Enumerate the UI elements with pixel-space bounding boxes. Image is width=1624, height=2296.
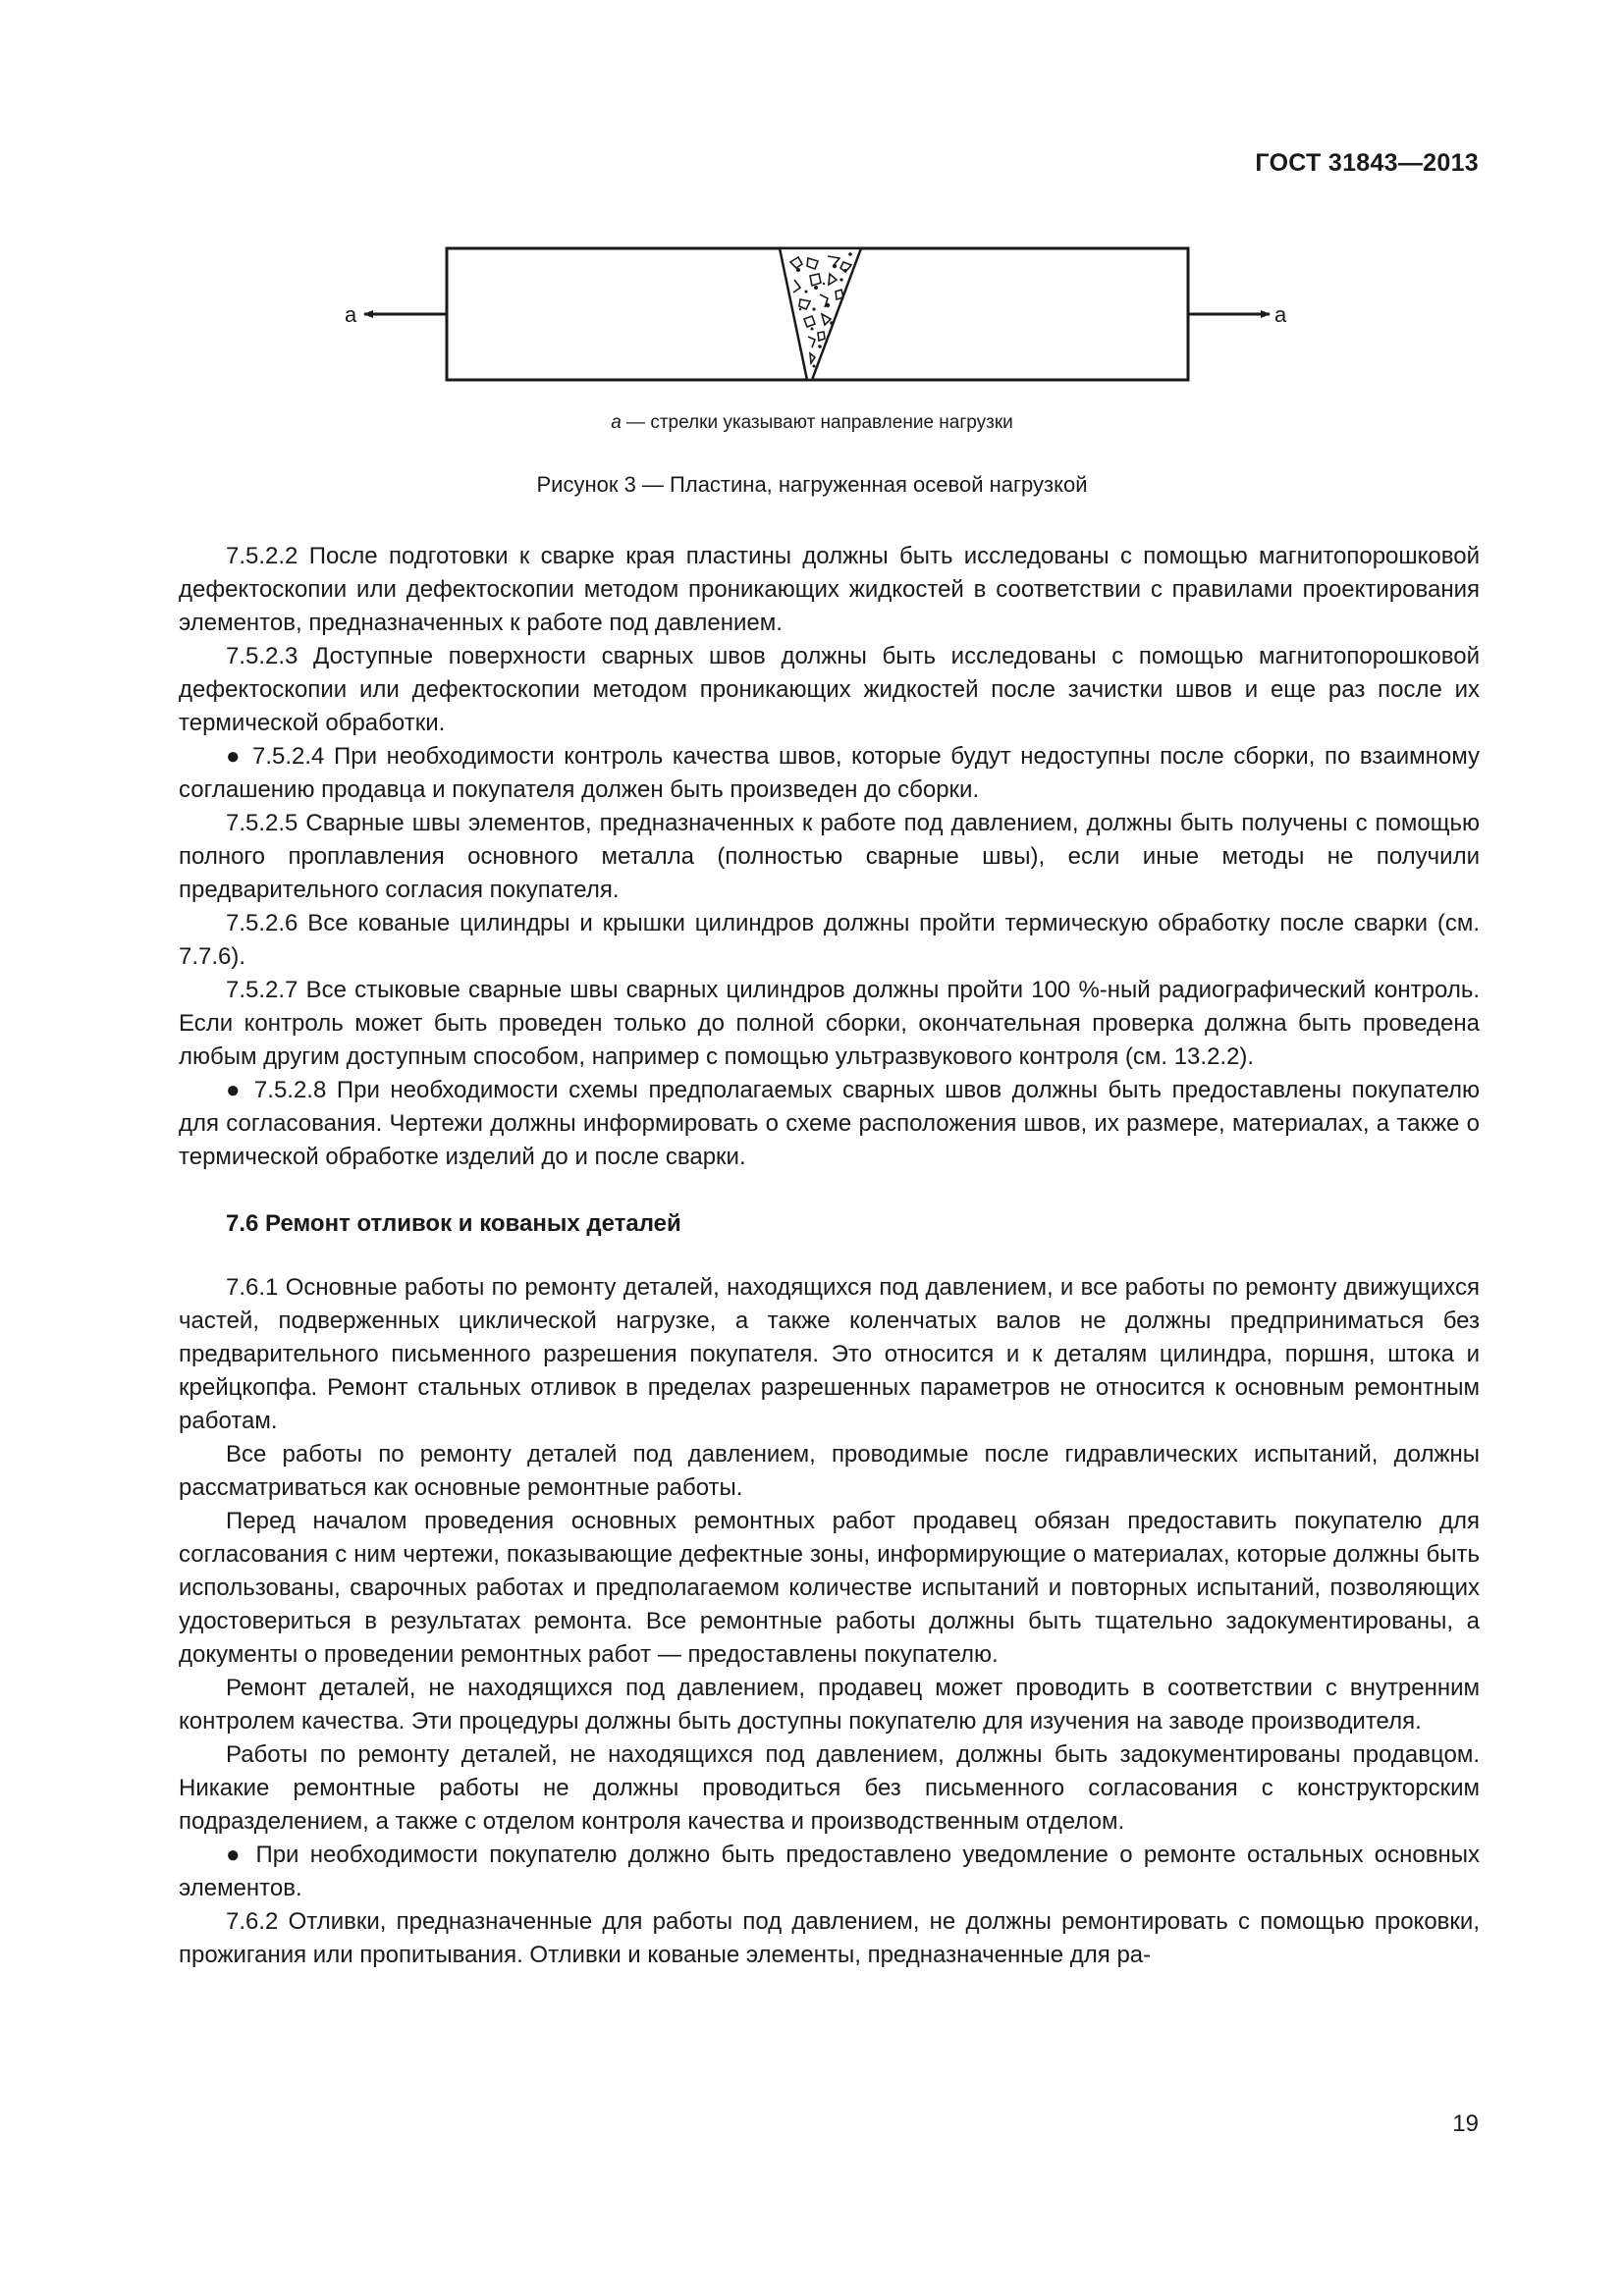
figure-caption: Рисунок 3 — Пластина, нагруженная осевой нагрузкой <box>536 472 1088 497</box>
paragraph-7-5-2-3: 7.5.2.3 Доступные поверхности сварных швов должны быть исследованы с помощью магнитопорошковой дефектоскопии или дефектоскопии методом проникающих жидкостей после зачистки швов и еще раз после их термической обработки. <box>179 643 1480 736</box>
paragraph-7-6-1-d: Ремонт деталей, не находящихся под давлением, продавец может проводить в соответствии с внутренним контролем качества. Эти процедуры должны быть доступны покупателю для изучения на заводе производителя. <box>179 1675 1480 1735</box>
paragraph-7-5-2-8: ● 7.5.2.8 При необходимости схемы предполагаемых сварных швов должны быть предоставлены покупателю для согласования. Чертежи должны информировать о схеме расположения швов, их размере, материалах, а также о термической обработке изделий до и после сварки. <box>179 1077 1480 1170</box>
arrow-label-right: a <box>1274 302 1287 327</box>
section-heading-7-6: 7.6 Ремонт отливок и кованых деталей <box>226 1210 681 1237</box>
figure-legend <box>0 412 1624 434</box>
paragraph-7-5-2-6: 7.5.2.6 Все кованые цилиндры и крышки цилиндров должны пройти термическую обработку после сварки (см. 7.7.6). <box>179 910 1480 970</box>
plate-diagram <box>339 240 1301 398</box>
paragraph-7-5-2-2: 7.5.2.2 После подготовки к сварке края пластины должны быть исследованы с помощью магнитопорошковой дефектоскопии или дефектоскопии методом проникающих жидкостей в соответствии с правилами проектирования элементов, предназначенных к работе под давлением. <box>179 543 1480 636</box>
paragraph-7-6-1: 7.6.1 Основные работы по ремонту деталей, находящихся под давлением, и все работы по ремонту движущихся частей, подверженных циклической нагрузке, а также коленчатых валов не должны предприниматься без предварительного письменного разрешения покупателя. Это относится и к деталям цилиндра, поршня, штока и крейцкопфа. Ремонт стальных отливок в пределах разрешенных параметров не относится к основным ремонтным работам. <box>179 1274 1480 1434</box>
legend-text: — стрелки указывают направление нагрузки <box>621 412 1013 433</box>
paragraph-7-5-2-5: 7.5.2.5 Сварные швы элементов, предназначенных к работе под давлением, должны быть получены с помощью полного проплавления основного металла (полностью сварные швы), если иные методы не получили предварительного согласия покупателя. <box>179 810 1480 903</box>
weld-zone <box>780 248 861 380</box>
paragraph-7-5-2-7: 7.5.2.7 Все стыковые сварные швы сварных цилиндров должны пройти 100 %-ный радиографический контроль. Если контроль может быть проведен только до полной сборки, окончательная проверка должна быть проведена любым другим доступным способом, например с помощью ультразвукового контроля (см. 13.2.2). <box>179 977 1480 1070</box>
document-header: ГОСТ 31843—2013 <box>1255 149 1479 177</box>
paragraph-7-6-1-c: Перед началом проведения основных ремонтных работ продавец обязан предоставить покупателю для согласования с ним чертежи, показывающие дефектные зоны, информирующие о материалах, которые должны быть использованы, сварочных работах и предполагаемом количестве испытаний и повторных испытаний, позволяющих удостовериться в результатах ремонта. Все ремонтные работы должны быть тщательно задокументированы, а документы о проведении ремонтных работ — предоставлены покупателю. <box>179 1508 1480 1668</box>
figure-plate-diagram <box>339 240 1301 398</box>
paragraph-7-6-1-b: Все работы по ремонту деталей под давлением, проводимые после гидравлических испытаний, должны рассматриваться как основные ремонтные работы. <box>179 1441 1480 1501</box>
paragraph-7-6-1-f: ● При необходимости покупателю должно быть предоставлено уведомление о ремонте остальных основных элементов. <box>179 1842 1480 1901</box>
page-number: 19 <box>1452 2110 1479 2137</box>
arrow-label-left: a <box>345 302 357 327</box>
document-body <box>179 540 1480 1972</box>
paragraph-7-6-2: 7.6.2 Отливки, предназначенные для работы под давлением, не должны ремонтировать с помощью проковки, прожигания или пропитывания. Отливки и кованые элементы, предназначенные для ра- <box>179 1908 1480 1968</box>
paragraph-7-6-1-e: Работы по ремонту деталей, не находящихся под давлением, должны быть задокументированы продавцом. Никакие ремонтные работы не должны проводиться без письменного согласования с конструкторским подразделением, а также с отделом контроля качества и производственным отделом. <box>179 1741 1480 1835</box>
legend-symbol: a <box>611 412 622 433</box>
paragraph-7-5-2-4: ● 7.5.2.4 При необходимости контроль качества швов, которые будут недоступны после сборки, по взаимному соглашению продавца и покупателя должен быть произведен до сборки. <box>179 743 1480 803</box>
